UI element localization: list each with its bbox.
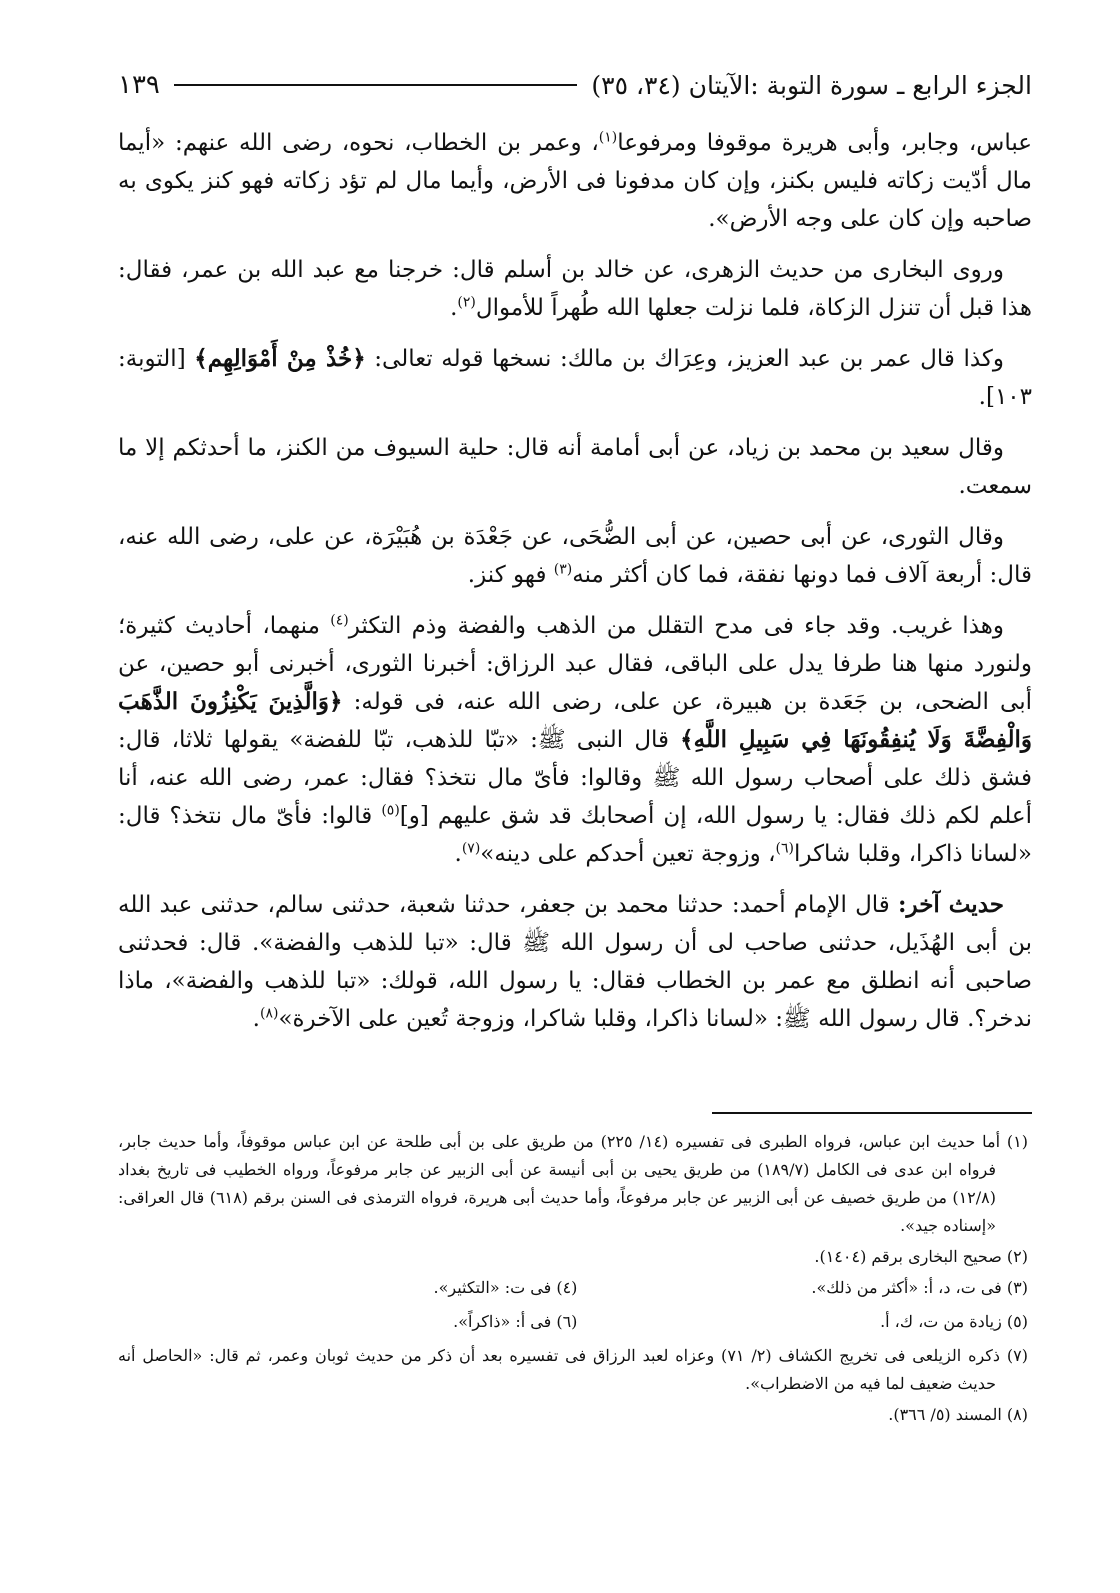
paragraph — [118, 124, 1032, 238]
paragraph — [118, 429, 1032, 505]
quran-quote: ﴿وَالَّذِينَ يَكْنِزُونَ الذَّهَبَ وَالْفِضَّةَ وَلَا يُنفِقُونَهَا فِي سَبِيلِ اللَّهِ﴾ — [118, 688, 1032, 753]
footnote-ref: (٤) — [330, 612, 349, 629]
paragraph-text: قال الإمام أحمد: حدثنا محمد بن جعفر، حدثنا شعبة، حدثنى سالم، حدثنى عبد الله بن أبى الهُذَيل، حدثنى صاحب لى أن رسول الله ﷺ قال: «تبا للذهب والفضة». قال: فحدثنى صاحبى أنه انطلق مع عمر بن الخطاب فقال: يا رسول الله، قولك: «تبا للذهب والفضة»، ماذا ندخر؟. قال رسول الله ﷺ: «لسانا ذاكرا، وقلبا شاكرا، وزوجة تُعين على الآخرة» — [118, 892, 1032, 1032]
section-lead: حديث آخر: — [898, 891, 1004, 918]
paragraph-text: . — [450, 295, 458, 321]
footnote-ref: (٣) — [553, 561, 573, 578]
paragraph — [118, 886, 1032, 1038]
paragraph-text: . — [252, 1006, 260, 1032]
footnote: (٤) فى ت: «التكثير». — [433, 1278, 578, 1297]
paragraph-text: فهو كنز. — [467, 562, 554, 588]
paragraph-text: وكذا قال عمر بن عبد العزيز، وعِرَاك بن مالك: نسخها قوله تعالى: — [365, 346, 1004, 372]
footnote-ref: (١) — [598, 129, 618, 146]
footnote-row — [118, 1274, 1028, 1305]
footnotes — [118, 1128, 1028, 1432]
paragraph-text: وهذا غريب. وقد جاء فى مدح التقلل من الذهب والفضة وذم التكثر — [348, 613, 1005, 639]
paragraph-text: ، وعمر بن الخطاب، نحوه، رضى الله عنهم: «أيما مال أدّيت زكاته فليس بكنز، وإن كان مدفونا فى الأرض، وأيما مال لم تؤد زكاته فهو كنز يكوى به صاحبه وإن كان على وجه الأرض». — [118, 130, 1032, 232]
footnote-ref: (٥) — [381, 802, 400, 819]
footnote: (٣) فى ت، د، أ: «أكثر من ذلك». — [811, 1278, 1028, 1297]
footnote: (١) أما حديث ابن عباس، فرواه الطبرى فى تفسيره (١٤/ ٢٢٥) من طريق على بن أبى طلحة عن ابن عباس موقوفاً، وأما حديث جابر، فرواه ابن عدى فى الكامل (١٨٩/٧) من طريق يحيى بن أبى أنيسة عن أبى الزبير عن جابر مرفوعاً، ورواه الخطيب فى تاريخ بغداد (١٢/٨) من طريق خصيف عن أبى الزبير عن جابر مرفوعاً، وأما حديث أبى هريرة، فرواه الترمذى فى السنن برقم (٦١٨) قال العراقى: «إسناده جيد». — [118, 1132, 1029, 1235]
paragraph — [118, 607, 1032, 873]
footnote-ref: (٦) — [775, 840, 794, 857]
paragraph-text: ، وزوجة تعين أحدكم على دينه» — [480, 841, 776, 867]
paragraph-text: وروى البخارى من حديث الزهرى، عن خالد بن أسلم قال: خرجنا مع عبد الله بن عمر، فقال: هذا قبل أن تنزل الزكاة، فلما نزلت جعلها الله طُهراً للأموال — [118, 257, 1032, 321]
footnote: (٨) المسند (٥/ ٣٦٦). — [888, 1405, 1028, 1424]
paragraph — [118, 251, 1032, 327]
footnote-ref: (٧) — [461, 840, 481, 857]
footnote-separator — [712, 1112, 1032, 1114]
paragraph-text: وقال الثورى، عن أبى حصين، عن أبى الضُّحَى، عن جَعْدَة بن هُبَيْرَة، عن على، رضى الله عنه، قال: أربعة آلاف فما دونها نفقة، فما كان أكثر منه — [118, 524, 1032, 588]
paragraph-text: عباس، وجابر، وأبى هريرة موقوفا ومرفوعا — [617, 130, 1032, 156]
footnote-row — [118, 1308, 1028, 1339]
paragraph-text: منهما، أحاديث كثيرة؛ ولنورد منها هنا طرفا يدل على الباقى، فقال عبد الرزاق: أخبرنا الثورى، أخبرنى أبو حصين، عن أبى الضحى، بن جَعَدة بن هبيرة، عن على، رضى الله عنه، فى قوله: — [118, 613, 1032, 715]
footnote-ref: (٨) — [259, 1005, 279, 1022]
paragraph — [118, 340, 1032, 416]
paragraph-text: قال النبى ﷺ: «تبّا للذهب، تبّا للفضة» يقولها ثلاثا، قال: فشق ذلك على أصحاب رسول الله ﷺ وقالوا: فأىّ مال نتخذ؟ فقال: عمر، رضى الله عنه، أنا أعلم لكم ذلك فقال: يا رسول الله، إن أصحابك قد شق عليهم [و] — [118, 727, 1033, 829]
footnote: (٧) ذكره الزيلعى فى تخريج الكشاف (٢/ ٧١) وعزاه لعبد الرزاق فى تفسيره بعد أن ذكر من حديث ثوبان وعمر، ثم قال: «الحاصل أنه حديث ضعيف لما فيه من الاضطراب». — [118, 1346, 1028, 1393]
paragraph-text: قالوا: فأىّ مال نتخذ؟ قال: «لسانا ذاكرا، وقلبا شاكرا — [118, 803, 1032, 867]
paragraph — [118, 518, 1032, 594]
footnote: (٢) صحيح البخارى برقم (١٤٠٤). — [814, 1247, 1028, 1266]
header-rule — [174, 84, 577, 86]
paragraph-text: [التوبة: ١٠٣]. — [118, 346, 1032, 410]
paragraph-text: . — [454, 841, 462, 867]
page-number: ١٣٩ — [118, 70, 160, 100]
main-text — [118, 124, 1032, 1051]
quran-quote: ﴿خُذْ مِنْ أَمْوَالِهِم﴾ — [194, 345, 366, 372]
running-header — [118, 60, 1032, 110]
footnote: (٦) فى أ: «ذاكراً». — [453, 1312, 578, 1331]
paragraph-text: وقال سعيد بن محمد بن زياد، عن أبى أمامة أنه قال: حلية السيوف من الكنز، ما أحدثكم إلا ما سمعت. — [118, 435, 1032, 499]
running-title: الجزء الرابع ـ سورة التوبة :الآيتان (٣٤، ٣٥) — [591, 70, 1032, 100]
footnote-ref: (٢) — [457, 294, 476, 311]
footnote: (٥) زيادة من ت، ك، أ. — [880, 1312, 1028, 1331]
